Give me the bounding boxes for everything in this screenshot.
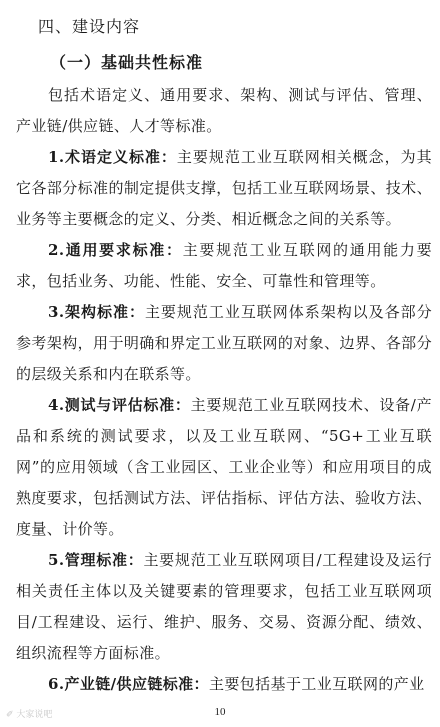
architecture-lead: 3.架构标准： (48, 303, 145, 321)
management-paragraph (16, 545, 432, 669)
section-heading: 四、建设内容 (38, 17, 141, 36)
general-requirements-text: 主要规范工业互联网的通用能力要求，包括业务、功能、性能、安全、可靠性和管理等。 (16, 241, 432, 290)
architecture-text: 主要规范工业互联网体系架构以及各部分参考架构，用于明确和界定工业互联网的对象、边界、各部分的层级关系和内在联系等。 (16, 303, 432, 383)
terminology-text: 主要规范工业互联网相关概念，为其它各部分标准的制定提供支撑，包括工业互联网场景、技术、业务等主要概念的定义、分类、相近概念之间的关系等。 (16, 148, 433, 228)
testing-evaluation-lead: 4.测试与评估标准： (48, 396, 191, 414)
management-lead: 5.管理标准： (48, 551, 144, 569)
supply-chain-lead: 6.产业链/供应链标准： (48, 675, 209, 693)
section-subheading: （一）基础共性标准 (50, 53, 204, 72)
supply-chain-text: 主要包括基于工业互联网的产业 (208, 675, 425, 693)
testing-evaluation-text: 主要规范工业互联网技术、设备/产品和系统的测试要求，以及工业互联网、“5G+工业互联网”的应用领域（含工业园区、工业企业等）和应用项目的成熟度要求，包括测试方法、评估指标、评估方法、验收方法、度量、计价等。 (16, 396, 432, 538)
watermark: ✐ 大家说吧 (6, 710, 53, 720)
intro-paragraph: 包括术语定义、通用要求、架构、测试与评估、管理、产业链/供应链、人才等标准。 (16, 86, 432, 135)
architecture-paragraph (16, 297, 432, 390)
management-text: 主要规范工业互联网项目/工程建设及运行相关责任主体以及关键要素的管理要求，包括工业互联网项目/工程建设、运行、维护、服务、交易、资源分配、绩效、组织流程等方面标准。 (16, 551, 432, 662)
page-number: 10 (214, 706, 226, 718)
terminology-paragraph (16, 142, 432, 235)
terminology-lead: 1.术语定义标准： (48, 148, 177, 166)
general-requirements-paragraph (16, 235, 432, 297)
general-requirements-lead: 2.通用要求标准： (48, 241, 183, 259)
testing-evaluation-paragraph (16, 390, 432, 545)
supply-chain-paragraph (16, 669, 432, 700)
